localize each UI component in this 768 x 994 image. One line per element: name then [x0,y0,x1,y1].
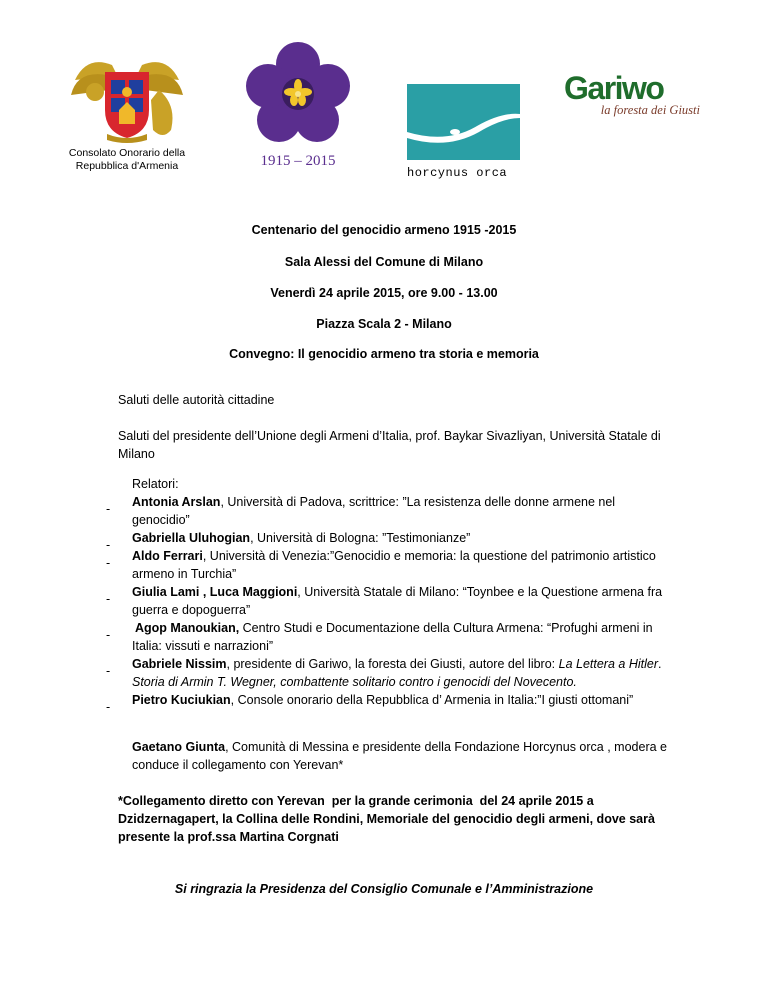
speaker-name: Gabriella Uluhogian [132,531,251,545]
list-item [132,655,692,673]
logo-row [0,0,768,200]
event-venue: Sala Alessi del Comune di Milano [284,255,484,269]
speaker-talk: , Università di Venezia:”Genocidio e memoria: la questione del patrimonio artistico [202,549,656,563]
speaker-talk: Centro Studi e Documentazione della Cultura Armena: “Profughi armeni in [239,621,653,635]
consolato-logo [52,50,202,173]
greetings-president-line1: Saluti del presidente dell’Unione degli Armeni d’Italia, prof. Baykar Sivazliyan, Università Statale di [118,429,661,443]
event-address: Piazza Scala 2 - Milano [316,317,452,331]
greetings-president-line2: Milano [118,447,155,461]
list-item [132,493,692,511]
book-title: La Lettera a Hitler [558,657,658,671]
speakers-heading: Relatori: [132,477,179,491]
gariwo-logo [564,72,700,118]
horcynus-orca-logo [407,84,522,180]
speaker-name: Gabriele Nissim [132,657,227,671]
event-title: Centenario del genocidio armeno 1915 -2015 [251,223,517,237]
list-dash: - [106,700,111,714]
speaker-talk-cont: genocidio” [132,513,190,527]
list-item [132,529,692,547]
list-dash: - [106,664,111,678]
orca-wave-icon [407,84,520,160]
speaker-talk-cont: guerra e dopoguerra” [132,603,251,617]
speakers-list [132,475,692,709]
speaker-name: Antonia Arslan [132,495,221,509]
speaker-name: Giulia Lami , Luca Maggioni [132,585,298,599]
greetings-authorities: Saluti delle autorità cittadine [118,393,275,407]
conference-title: Convegno: Il genocidio armeno tra storia e memoria [229,347,539,361]
consolato-caption-line1: Consolato Onorario della [68,147,186,159]
flower-years: 1915 – 2015 [260,153,336,169]
book-title-dot: . [657,657,662,671]
list-item [132,691,692,709]
forget-me-not-flower-icon [243,42,353,142]
list-dash: - [106,538,111,552]
forget-me-not-logo [238,42,358,170]
list-dash: - [106,628,111,642]
list-item [132,547,692,565]
book-subtitle: Storia di Armin T. Wegner, combattente solitario contro i genocidi del Novecento. [132,675,577,689]
speaker-name: Agop Manoukian, [132,621,240,635]
note-line3: presente la prof.ssa Martina Corgnati [118,830,339,844]
speaker-name: Pietro Kuciukian [132,693,231,707]
moderator-paragraph [132,738,692,774]
speaker-talk: , Console onorario della Repubblica d’ Armenia in Italia:”I giusti ottomani” [230,693,634,707]
gariwo-tagline: la foresta dei Giusti [600,103,700,117]
speaker-talk-cont: armeno in Turchia” [132,567,237,581]
note-line2: Dzidzernagapert, la Collina delle Rondini, Memoriale del genocidio degli armeni, dove sarà [118,812,655,826]
list-item [132,619,692,637]
moderator-name: Gaetano Giunta [132,740,226,754]
speaker-talk: , presidente di Gariwo, la foresta dei Giusti, autore del libro: [226,657,559,671]
speaker-talk-cont: Italia: vissuti e narrazioni” [132,639,274,653]
list-dash: - [106,592,111,606]
speaker-name: Aldo Ferrari [132,549,203,563]
gariwo-brand: Gariwo [564,70,664,106]
moderator-role-cont: conduce il collegamento con Yerevan* [132,758,344,772]
greetings-president [118,427,698,463]
consolato-caption-line2: Repubblica d'Armenia [75,160,179,172]
list-item [132,583,692,601]
list-dash: - [106,502,111,516]
speaker-talk: , Università di Bologna: ”Testimonianze” [250,531,471,545]
list-dash: - [106,556,111,570]
note-line1: *Collegamento diretto con Yerevan per la grande cerimonia del 24 aprile 2015 a [118,794,594,808]
thanks-line: Si ringrazia la Presidenza del Consiglio Comunale e l’Amministrazione [174,882,594,896]
armenia-coat-of-arms-icon [67,50,187,145]
moderator-role: , Comunità di Messina e presidente della Fondazione Horcynus orca , modera e [225,740,667,754]
orca-caption: horcynus orca [407,166,508,180]
live-link-note [118,792,708,846]
speaker-talk: , Università Statale di Milano: “Toynbee e la Questione armena fra [297,585,663,599]
event-date: Venerdì 24 aprile 2015, ore 9.00 - 13.00 [270,286,498,300]
speaker-talk: , Università di Padova, scrittrice: ”La resistenza delle donne armene nel [220,495,616,509]
